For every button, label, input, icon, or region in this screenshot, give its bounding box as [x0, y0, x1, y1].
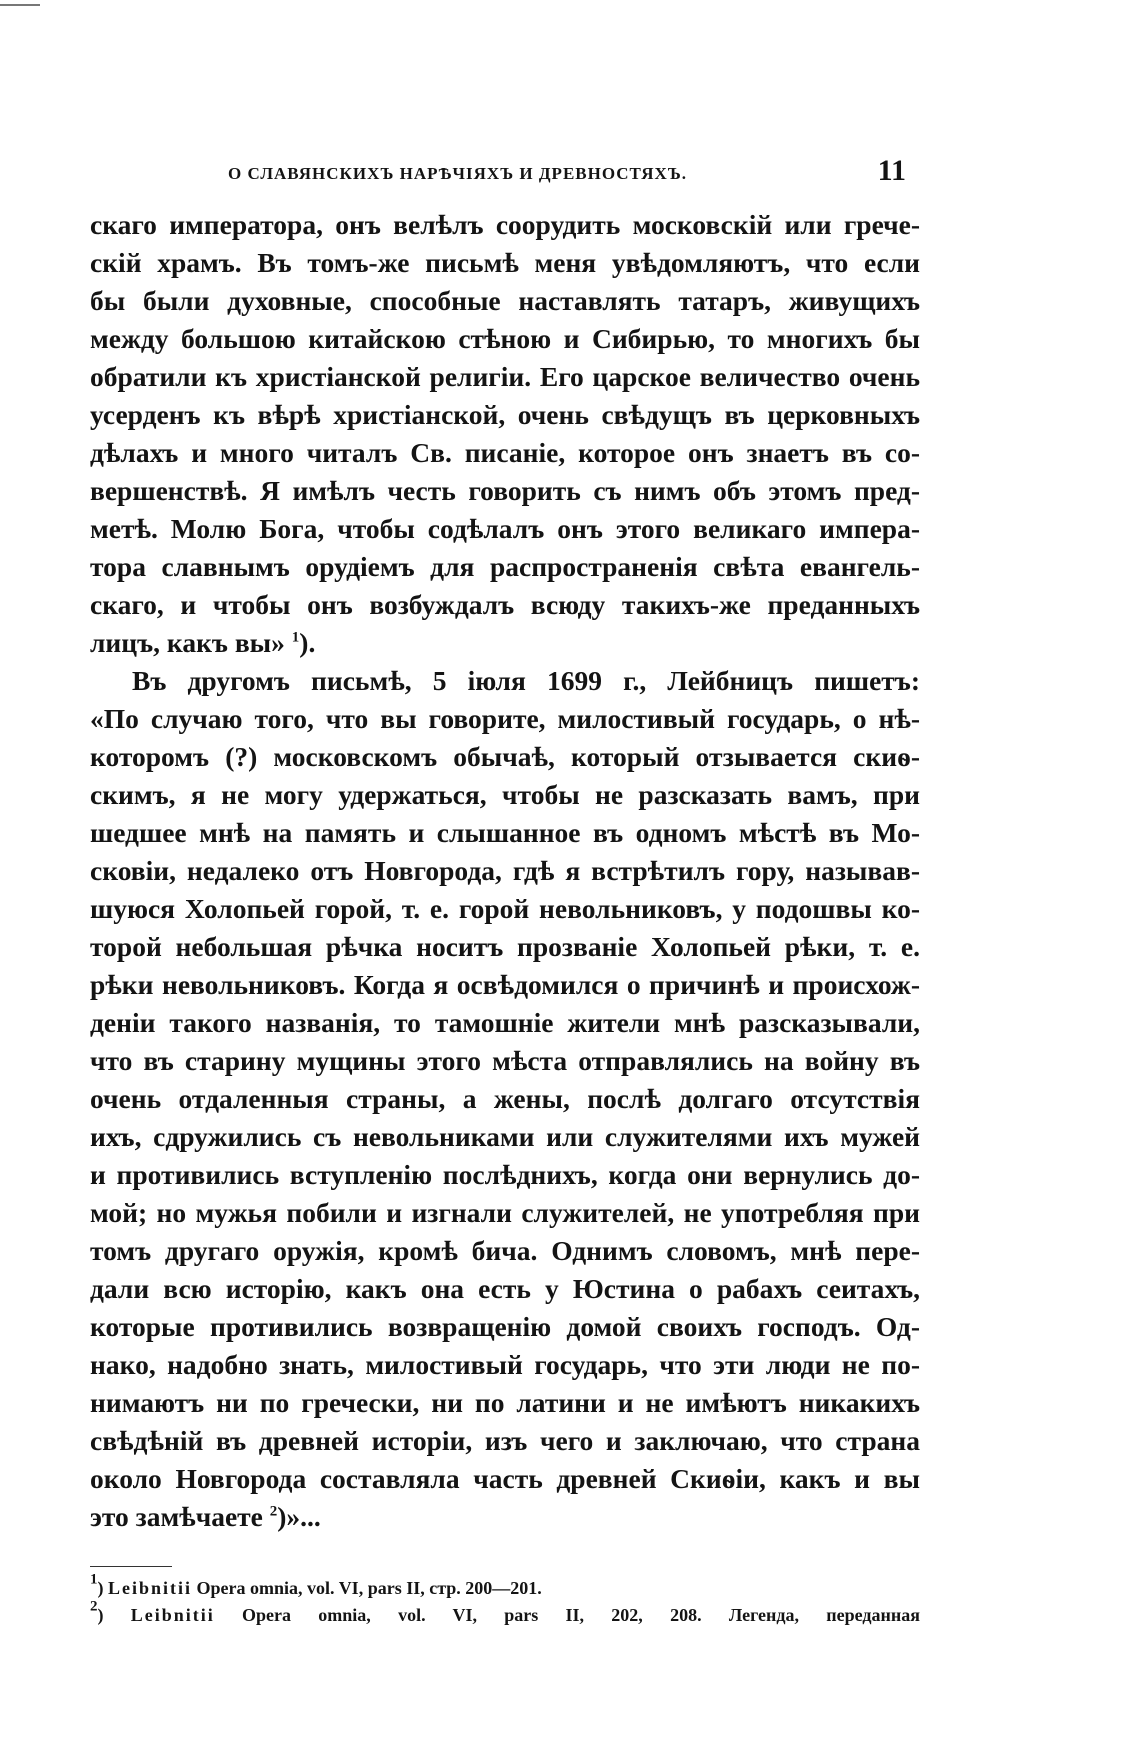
text-line: шуюся Холопьей горой, т. е. горой невольниковъ, у подошвы ко-	[90, 893, 920, 924]
text-line: метѣ. Молю Бога, чтобы содѣлалъ онъ этого великаго импера-	[90, 513, 920, 544]
footnote-ref-1: 1	[291, 629, 300, 646]
footnote-ref-2: 2	[269, 1503, 278, 1520]
text-line	[90, 624, 920, 662]
text-line: обратили къ христіанской религіи. Его царское величество очень	[90, 361, 920, 392]
text-line: усерденъ къ вѣрѣ христіанской, очень свѣдущъ въ церковныхъ	[90, 399, 920, 430]
page-number: 11	[877, 154, 906, 187]
text-line: торой небольшая рѣчка носитъ прозваніе Холопьей рѣки, т. е.	[90, 931, 920, 962]
text-line: скаго императора, онъ велѣлъ соорудить московскій или грече-	[90, 209, 920, 240]
text-line: тора славнымъ орудіемъ для распространенія свѣта евангель-	[90, 551, 920, 582]
footnote-mark: 2	[90, 1598, 98, 1615]
text-line: что въ старину мущины этого мѣста отправлялись на войну въ	[90, 1045, 920, 1076]
text-line	[90, 1498, 920, 1536]
text-line: и противились вступленію послѣднихъ, когда они вернулись до-	[90, 1159, 920, 1190]
book-page	[90, 150, 920, 1629]
footnote-text: Opera omnia, vol. VI, pars II, 202, 208. Легенда, переданная	[214, 1605, 920, 1625]
text-line: мой; но мужья побили и изгнали служителей, не употребляя при	[90, 1197, 920, 1228]
text-line: ихъ, сдружились съ невольниками или служителями ихъ мужей	[90, 1121, 920, 1152]
text-line: рѣки невольниковъ. Когда я освѣдомился о причинѣ и происхож-	[90, 969, 920, 1000]
text-line: нимаютъ ни по гречески, ни по латини и не имѣютъ никакихъ	[90, 1387, 920, 1418]
text-line: томъ другаго оружія, кромѣ бича. Однимъ словомъ, мнѣ пере-	[90, 1235, 920, 1266]
text-line: между большою китайскою стѣною и Сибирью, то многихъ бы	[90, 323, 920, 354]
paragraph-2	[90, 662, 920, 1536]
line-text: лицъ, какъ вы»	[90, 627, 285, 658]
text-line: скаго, и чтобы онъ возбуждалъ всюду такихъ-же преданныхъ	[90, 589, 920, 620]
scan-edge-mark	[0, 4, 40, 6]
text-line: очень отдаленныя страны, а жены, послѣ долгаго отсутствія	[90, 1083, 920, 1114]
footnote-mark: 1	[90, 1571, 98, 1588]
text-line: скій храмъ. Въ томъ-же письмѣ меня увѣдомляютъ, что если	[90, 247, 920, 278]
text-line: которомъ (?) московскомъ обычаѣ, который отзывается скиѳ-	[90, 741, 920, 772]
footnote-author: Leibnitii	[130, 1605, 215, 1625]
footnote-author: Leibnitii	[108, 1578, 193, 1598]
text-line: шедшее мнѣ на память и слышанное въ одномъ мѣстѣ въ Мо-	[90, 817, 920, 848]
line-text: это замѣчаете	[90, 1501, 263, 1532]
text-line: бы были духовные, способные наставлять татаръ, живущихъ	[90, 285, 920, 316]
line-text: )»...	[277, 1501, 321, 1532]
text-line: свѣдѣній въ древней исторіи, изъ чего и заключаю, что страна	[90, 1425, 920, 1456]
footnote-text: Opera omnia, vol. VI, pars II, стр. 200—201.	[192, 1578, 542, 1598]
text-line: которые противились возвращенію домой своихъ господъ. Од-	[90, 1311, 920, 1342]
text-line: деніи такого названія, то тамошніе жители мнѣ разсказывали,	[90, 1007, 920, 1038]
text-line: около Новгорода составляла часть древней Скиѳіи, какъ и вы	[90, 1463, 920, 1494]
footnote-1: $^1$) Leibnitii Opera omnia, vol. VI, pars II, стр. 200—201.	[90, 1571, 542, 1598]
text-line: нако, надобно знать, милостивый государь, что эти люди не по-	[90, 1349, 920, 1380]
running-title: О СЛАВЯНСКИХЪ НАРѢЧІЯХЪ И ДРЕВНОСТЯХЪ.	[228, 164, 688, 183]
text-line: Въ другомъ письмѣ, 5 іюля 1699 г., Лейбницъ пишетъ:	[132, 665, 920, 696]
text-line: «По случаю того, что вы говорите, милостивый государь, о нѣ-	[90, 703, 920, 734]
line-text: ).	[299, 627, 316, 658]
footnotes	[90, 1571, 920, 1629]
text-line: скимъ, я не могу удержаться, чтобы не разсказать вамъ, при	[90, 779, 920, 810]
text-line: вершенствѣ. Я имѣлъ честь говорить съ нимъ объ этомъ пред-	[90, 475, 920, 506]
text-line: дали всю исторію, какъ она есть у Юстина о рабахъ сеитахъ,	[90, 1273, 920, 1304]
text-line: сковіи, недалеко отъ Новгорода, гдѣ я встрѣтилъ гору, называв-	[90, 855, 920, 886]
footnote-rule	[90, 1566, 172, 1567]
text-line: дѣлахъ и много читалъ Св. писаніе, которое онъ знаетъ въ со-	[90, 437, 920, 468]
footnote-2: $^2$) Leibnitii Opera omnia, vol. VI, pars II, 202, 208. Легенда, переданная	[90, 1598, 920, 1625]
page-header	[90, 150, 920, 194]
paragraph-1	[90, 206, 920, 662]
